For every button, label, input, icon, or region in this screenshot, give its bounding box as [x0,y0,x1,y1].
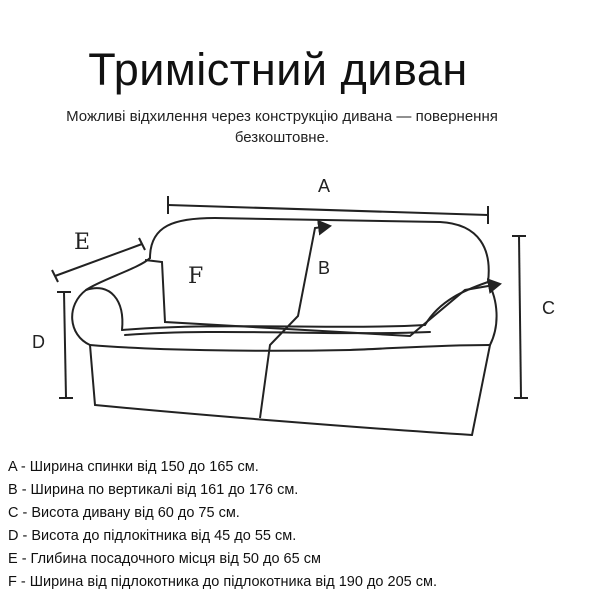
dimension-legend [8,456,598,594]
label-b: B [318,258,331,278]
dimension-a-line [168,205,488,215]
page-title: Тримістний диван [88,44,468,95]
legend-item-f: F - Ширина від підлокотника до підлокотника від 190 до 205 см. [8,574,437,590]
dimension-b-line [260,226,330,418]
dimension-e-line [55,244,142,276]
sofa-left-arm [72,258,150,405]
page-subtitle: Можливі відхилення через конструкцію дивана — повернення безкоштовне. [66,108,498,146]
dimension-d-line [64,292,66,398]
legend-item-b: B - Ширина по вертикалі від 161 до 176 см. [8,482,299,498]
legend-item-a: A - Ширина спинки від 150 до 165 см. [8,459,259,475]
label-e: E [74,230,91,255]
label-c: C [542,298,555,318]
sofa-right-arm [472,282,497,435]
label-a: A [318,176,331,196]
legend-item-c: C - Висота дивану від 60 до 75 см. [8,505,240,521]
dimension-c-line [519,236,521,398]
legend-item-e: E - Глибина посадочного місця від 50 до 65 см [8,551,321,567]
label-d: D [32,332,45,352]
legend-item-d: D - Висота до підлокітника від 45 до 55 см. [8,528,297,544]
sofa-front [95,405,472,435]
label-f: F [188,264,204,289]
